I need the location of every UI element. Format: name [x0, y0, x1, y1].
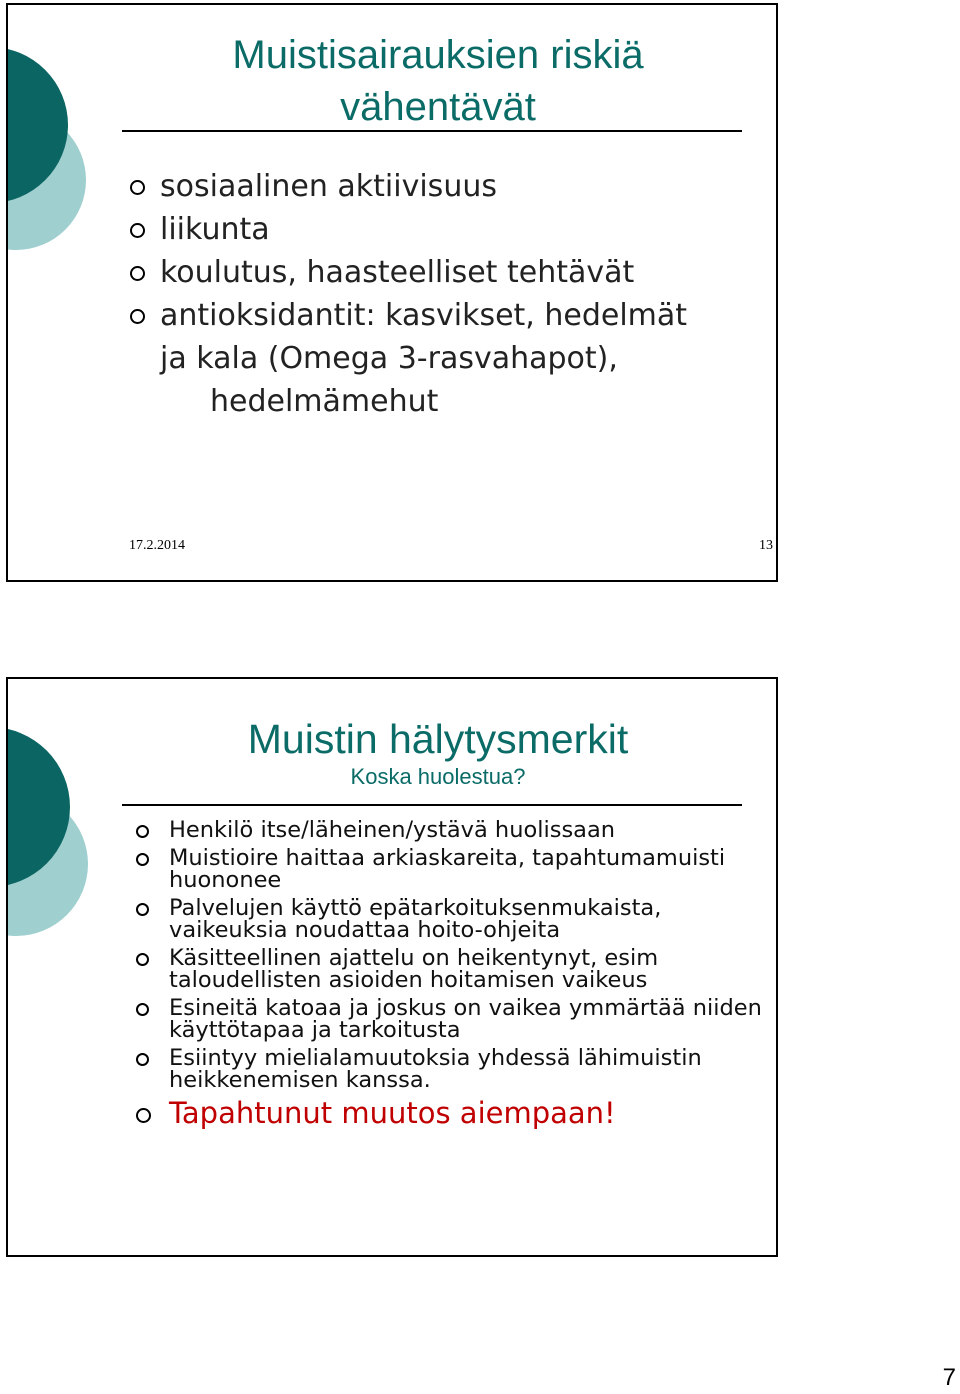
list-item	[136, 819, 766, 841]
list-item	[130, 165, 770, 208]
bullet-circle-icon	[130, 309, 145, 324]
bullet-list	[130, 165, 770, 423]
slide-number: 13	[759, 538, 773, 553]
bullet-circle-icon	[136, 853, 149, 866]
list-item-text: Käsitteellinen ajattelu on heikentynyt, esim taloudellisten asioiden hoitamisen vaikeus	[169, 945, 659, 993]
list-item-text: sosiaalinen aktiivisuus	[160, 169, 497, 204]
list-item-text: Henkilö itse/läheinen/ystävä huolissaan	[169, 817, 616, 843]
slide-decoration-circles	[8, 5, 98, 305]
list-item-text: koulutus, haasteelliset tehtävät	[160, 255, 635, 290]
title-divider	[122, 130, 742, 132]
bullet-circle-icon	[136, 953, 149, 966]
slide-13	[6, 3, 778, 582]
bullet-circle-icon	[136, 1053, 149, 1066]
bullet-circle-icon	[136, 1108, 151, 1123]
list-item	[136, 847, 766, 891]
bullet-circle-icon	[130, 180, 145, 195]
list-item-text: Esiintyy mielialamuutoksia yhdessä lähimuistin heikkenemisen kanssa.	[169, 1045, 702, 1093]
slide-date: 17.2.2014	[129, 538, 185, 553]
slide-title	[128, 29, 748, 133]
page-number: 7	[942, 1364, 956, 1391]
list-item	[130, 251, 770, 294]
title-divider	[122, 804, 742, 806]
list-item-text: Muistioire haittaa arkiaskareita, tapahtumamuisti huononee	[169, 845, 726, 893]
bullet-circle-icon	[136, 1003, 149, 1016]
bullet-circle-icon	[130, 223, 145, 238]
list-item-text: Esineitä katoaa ja joskus on vaikea ymmärtää niiden käyttötapaa ja tarkoitusta	[169, 995, 762, 1043]
title-line-2: vähentävät	[340, 85, 536, 129]
list-item-text: liikunta	[160, 212, 270, 247]
highlight-text: Tapahtunut muutos aiempaan!	[169, 1096, 616, 1130]
list-item	[130, 208, 770, 251]
slide-subtitle: Koska huolestua?	[350, 764, 526, 789]
slide-title: Muistin hälytysmerkit	[247, 716, 629, 762]
list-item-text-continued: ja kala (Omega 3-rasvahapot),	[160, 341, 618, 376]
list-item-text-continued: hedelmämehut	[210, 384, 439, 419]
title-line-1: Muistisairauksien riskiä	[232, 33, 644, 77]
list-item	[136, 997, 766, 1041]
list-item	[136, 947, 766, 991]
list-item-highlight	[136, 1097, 766, 1129]
list-item-text: antioksidantit: kasvikset, hedelmät	[160, 298, 688, 333]
list-item-text: Palvelujen käyttö epätarkoituksenmukaista, vaikeuksia noudattaa hoito-ohjeita	[169, 895, 662, 943]
bullet-circle-icon	[136, 825, 149, 838]
list-item	[136, 1047, 766, 1091]
list-item	[136, 897, 766, 941]
list-item	[130, 294, 770, 423]
bullet-list	[136, 819, 766, 1135]
slide-memory-warning-signs	[6, 677, 778, 1257]
bullet-circle-icon	[136, 903, 149, 916]
slide-decoration-circles	[8, 679, 98, 979]
bullet-circle-icon	[130, 266, 145, 281]
